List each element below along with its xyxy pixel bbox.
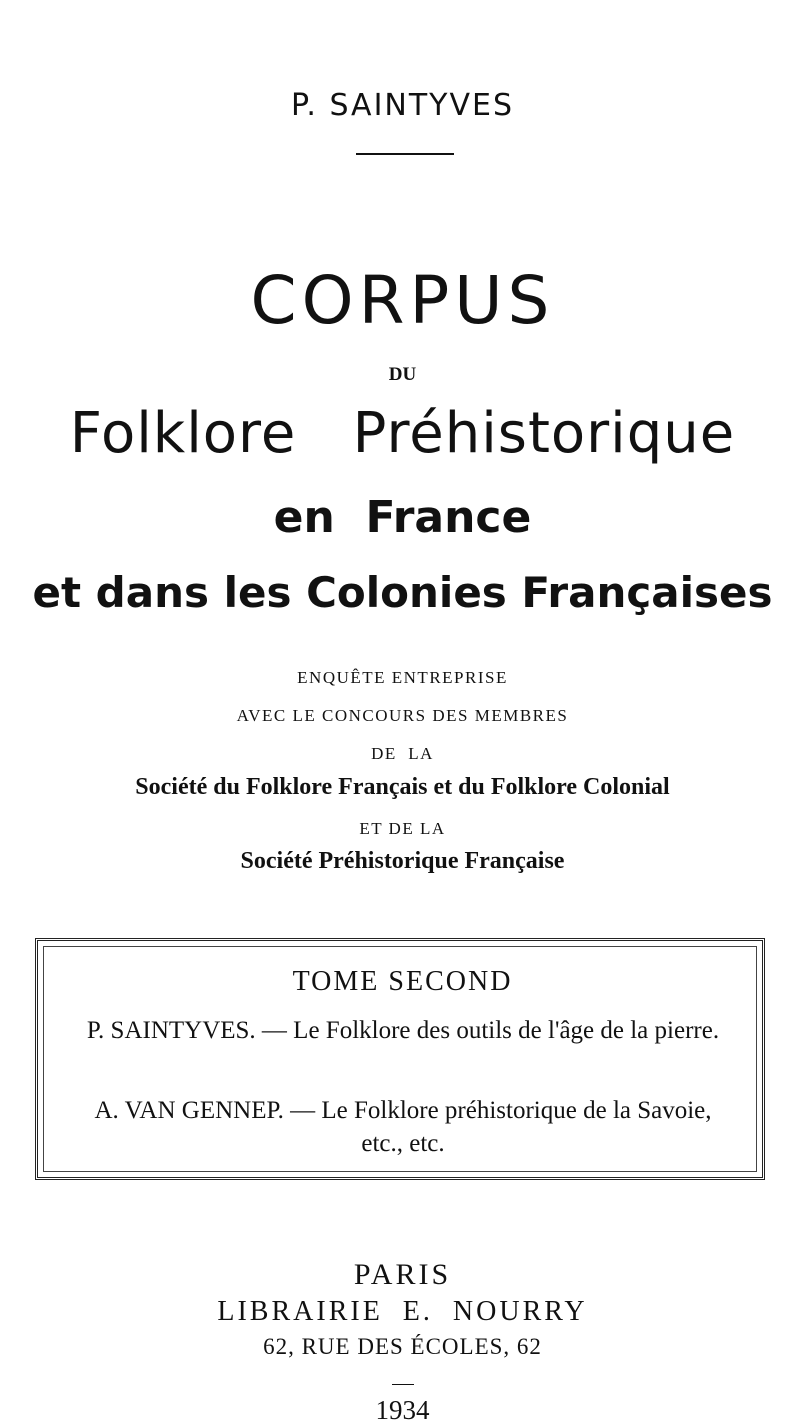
survey-line-3: DE LA xyxy=(371,744,434,763)
author-name: P. SAINTYVES xyxy=(290,88,515,123)
survey-line-2: AVEC LE CONCOURS DES MEMBRES xyxy=(236,706,569,725)
title-line-2: en France xyxy=(273,492,532,543)
title-line-3: et dans les Colonies Françaises xyxy=(32,568,773,617)
contents-entry-2: A. VAN GENNEP. — Le Folklore préhistorique de la Savoie, etc., etc. xyxy=(94,1097,712,1157)
survey-line-1: ENQUÊTE ENTREPRISE xyxy=(297,668,508,687)
author-rule xyxy=(356,153,454,155)
imprint-rule xyxy=(392,1384,414,1385)
title-du: DU xyxy=(388,364,417,385)
society-line-2: Société Préhistorique Française xyxy=(240,848,565,874)
imprint-publisher: LIBRAIRIE E. NOURRY xyxy=(217,1296,588,1327)
society-line-1: Société du Folklore Français et du Folklore Colonial xyxy=(135,774,670,800)
imprint-year: 1934 xyxy=(375,1395,430,1425)
contents-entry-1: P. SAINTYVES. — Le Folklore des outils de l'âge de la pierre. xyxy=(86,1017,720,1044)
survey-line-4: ET DE LA xyxy=(359,819,446,838)
title-line-1: Folklore Préhistorique xyxy=(69,401,736,466)
volume-label: TOME SECOND xyxy=(292,966,513,997)
imprint-address: 62, RUE DES ÉCOLES, 62 xyxy=(263,1334,542,1359)
title-main: CORPUS xyxy=(250,262,555,339)
imprint-city: PARIS xyxy=(353,1258,452,1291)
